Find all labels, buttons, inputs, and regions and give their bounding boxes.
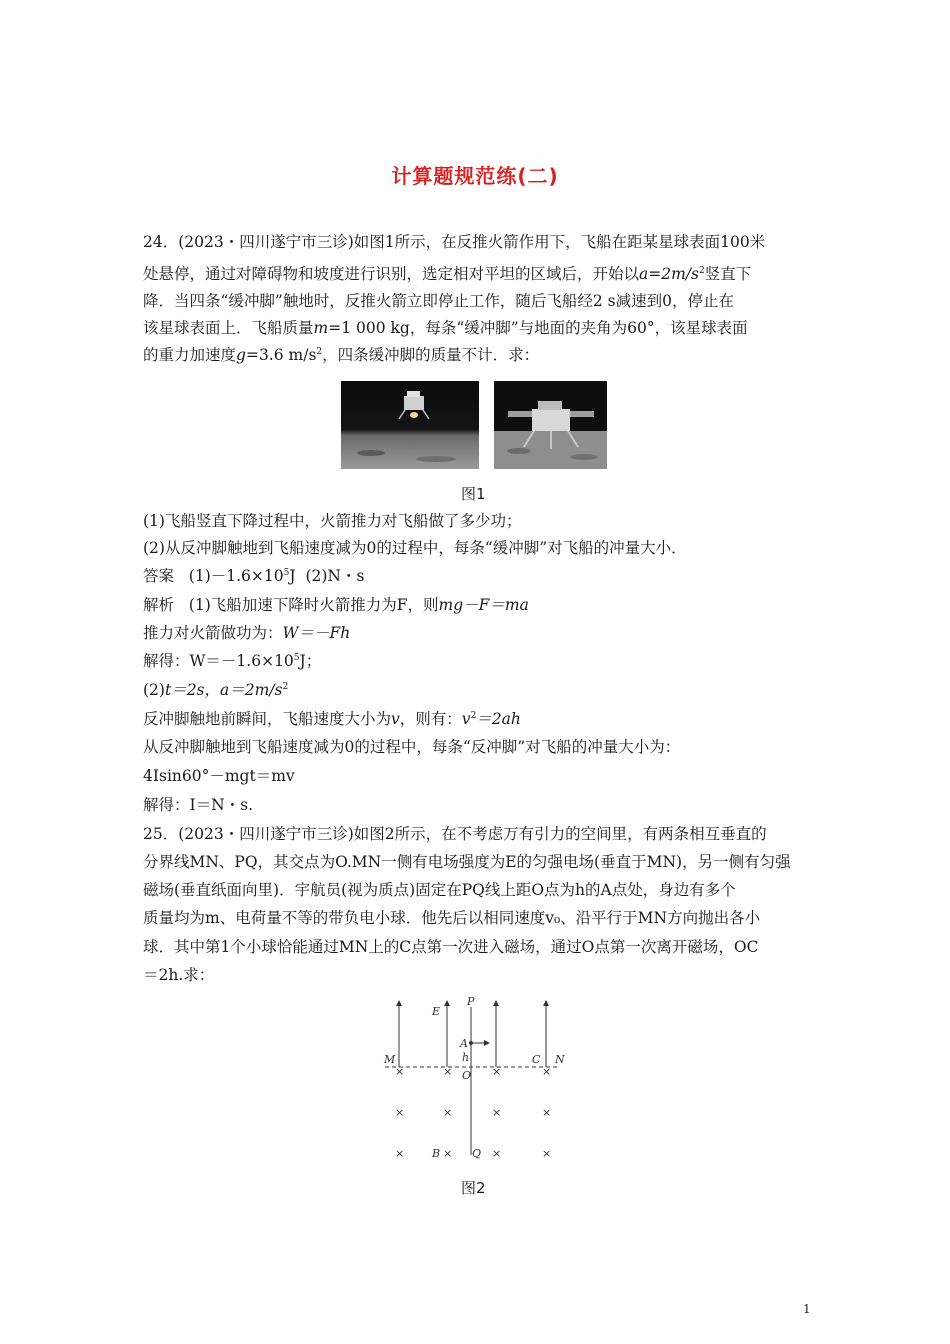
cross-mark: × xyxy=(395,1106,405,1119)
q24-impulse-equation: 4Isin60°－mgt＝mv xyxy=(143,767,295,785)
q24-subquestion-1: (1)飞船竖直下降过程中，火箭推力对飞船做了多少功； xyxy=(143,512,522,530)
q24-impulse-text: 从反冲脚触地到飞船速度减为0的过程中，每条“反冲脚”对飞船的冲量大小为： xyxy=(143,738,681,756)
cross-mark: × xyxy=(443,1147,453,1160)
label-h: h xyxy=(462,1051,470,1064)
q25-line-5: 球．其中第1个小球恰能通过MN上的C点第一次进入磁场，通过O点第一次离开磁场，OC xyxy=(143,938,759,956)
label-n: N xyxy=(555,1053,565,1066)
q24-answer: 答案 $(1)-1.6\times 10^5J$ (2)N・s xyxy=(143,567,365,585)
q24-solve-2: 解得：I＝N・s. xyxy=(143,796,254,814)
label-o: O xyxy=(462,1069,472,1082)
cross-mark: × xyxy=(492,1106,502,1119)
cross-mark: × xyxy=(395,1147,405,1160)
q24-line-4: 该星球表面上．飞船质量m=1 000 kg，每条“缓冲脚”与地面的夹角为60°，该星球表面 xyxy=(143,319,748,337)
q25-line-2: 分界线MN、PQ，其交点为O.MN一侧有电场强度为E的匀强电场(垂直于MN)，另一侧有匀强 xyxy=(143,853,791,871)
label-p: P xyxy=(467,995,475,1008)
q24-work-equation: 推力对火箭做功为：W＝－Fh xyxy=(143,624,351,642)
figure-1-caption: 图1 xyxy=(461,485,486,503)
q24-line-5: 的重力加速度g=3.6 $m/s^2$，四条缓冲脚的质量不计．求： xyxy=(143,346,540,364)
cross-mark: × xyxy=(542,1106,552,1119)
q25-line-3: 磁场(垂直纸面向里)．宇航员(视为质点)固定在PQ线上距O点为h的A点处，身边有多个 xyxy=(143,881,736,899)
q24-solve-1: 解得：$W=-1.6\times 10^5J$； xyxy=(143,652,322,670)
q24-analysis-1: 解析 (1)飞船加速下降时火箭推力为F，则mg－F＝ma xyxy=(143,596,529,614)
cross-mark: × xyxy=(542,1147,552,1160)
q25-line-1: 25．(2023・四川遂宁市三诊)如图2所示，在不考虑万有引力的空间里，有两条相互垂直的 xyxy=(143,825,767,843)
cross-mark: × xyxy=(492,1147,502,1160)
lander-descent-photo xyxy=(341,381,479,469)
cross-mark: × xyxy=(443,1106,453,1119)
q24-subquestion-2: (2)从反冲脚触地到飞船速度减为0的过程中，每条“缓冲脚”对飞船的冲量大小． xyxy=(143,539,687,557)
field-diagram xyxy=(370,995,580,1165)
q24-speed-equation: 反冲脚触地前瞬间，飞船速度大小为v，则有：$v^2=2ah$ xyxy=(143,710,521,728)
label-q: Q xyxy=(472,1147,482,1160)
q24-line-3: 降．当四条“缓冲脚”触地时，反推火箭立即停止工作，随后飞船经2 s减速到0，停止在 xyxy=(143,292,734,310)
cross-mark: × xyxy=(395,1065,405,1078)
label-b: B xyxy=(432,1147,441,1160)
q25-line-4: 质量均为m、电荷量不等的带负电小球．他先后以相同速度v₀、沿平行于MN方向抛出各小 xyxy=(143,909,761,927)
label-m: M xyxy=(384,1053,396,1066)
label-c: C xyxy=(532,1053,541,1066)
page-title: 计算题规范练(二) xyxy=(391,164,559,188)
q24-line-1: 24．(2023・四川遂宁市三诊)如图1所示，在反推火箭作用下，飞船在距某星球表面100米 xyxy=(143,233,766,251)
lander-surface-photo xyxy=(494,381,607,469)
figure-2-caption: 图2 xyxy=(461,1179,486,1197)
q24-part2-given: (2)t＝2s，$a=2m/s^2$ xyxy=(143,681,289,699)
cross-mark: × xyxy=(492,1065,502,1078)
label-a: A xyxy=(460,1037,468,1050)
cross-mark: × xyxy=(542,1065,552,1078)
label-e: E xyxy=(432,1005,441,1018)
page-number: 1 xyxy=(803,1302,811,1316)
cross-mark: × xyxy=(443,1065,453,1078)
q25-line-6: ＝2h.求： xyxy=(143,966,215,984)
q24-line-2: 处悬停，通过对障碍物和坡度进行识别，选定相对平坦的区域后，开始以$a=2m/s^2$竖直下 xyxy=(143,265,752,283)
